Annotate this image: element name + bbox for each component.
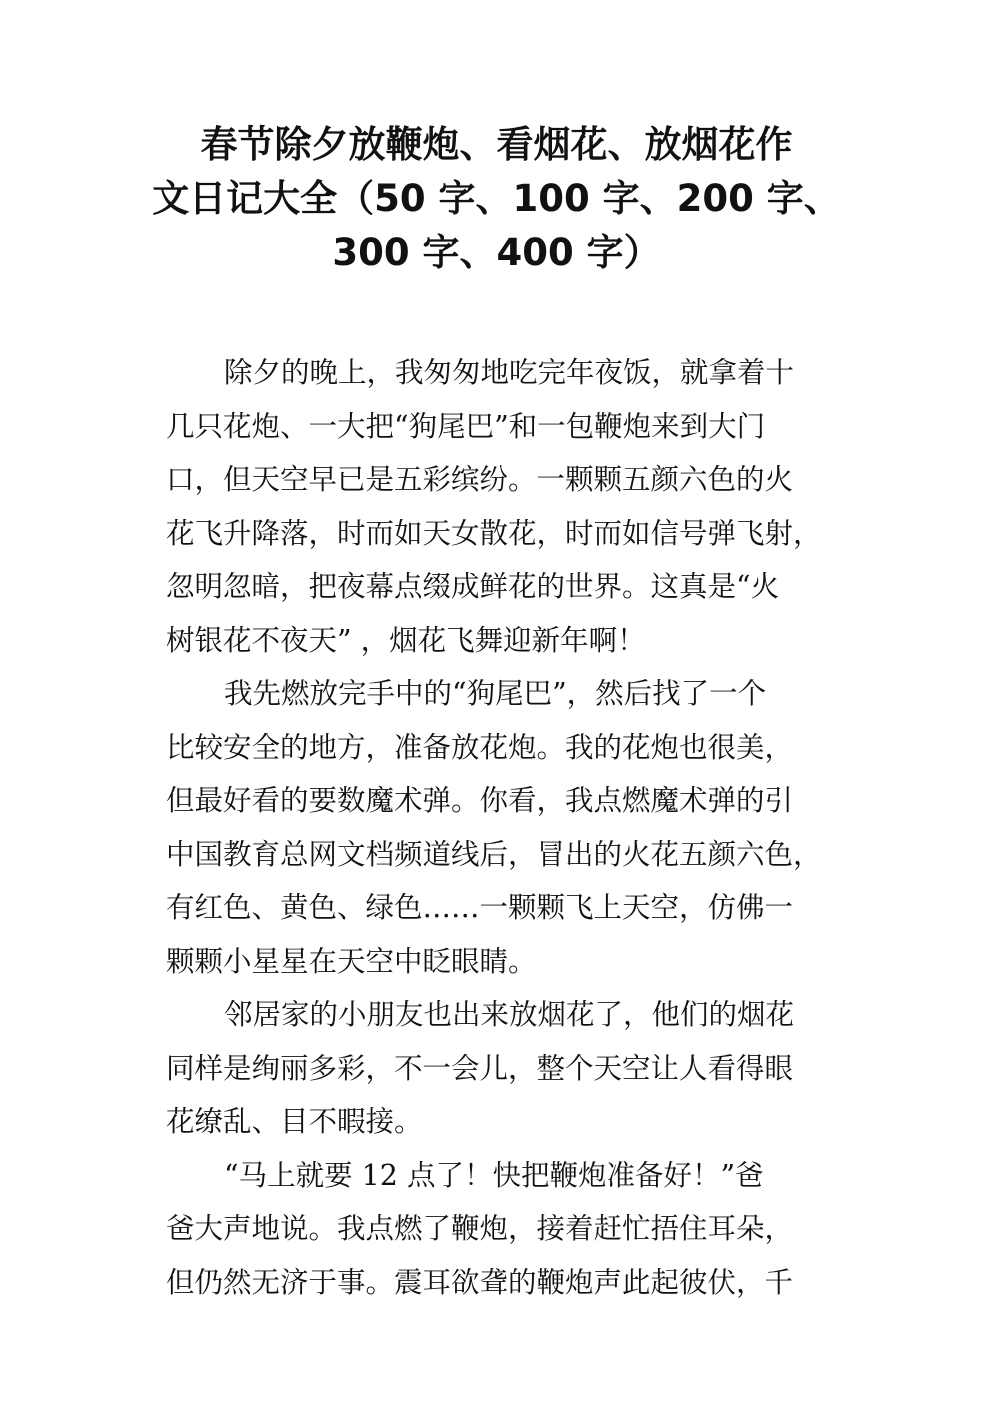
text-line: 花缭乱、目不暇接。 <box>166 1105 423 1138</box>
paragraph <box>166 988 846 1149</box>
text-line: 但仍然无济于事。震耳欲聋的鞭炮声此起彼伏，千 <box>166 1265 794 1299</box>
paragraph <box>166 346 846 667</box>
text-line: 邻居家的小朋友也出来放烟花了，他们的烟花 <box>224 998 795 1031</box>
text-line: 有红色、黄色、绿色……一颗颗飞上天空，仿佛一 <box>166 891 794 924</box>
title-line: 文日记大全（50 字、100 字、200 字、 <box>152 177 841 220</box>
text-line: 同样是绚丽多彩，不一会儿，整个天空让人看得眼 <box>166 1051 794 1085</box>
paragraph <box>166 1149 846 1310</box>
paragraph <box>166 667 846 988</box>
text-line: 但最好看的要数魔术弹。你看，我点燃魔术弹的引 <box>166 784 794 817</box>
text-line: 口，但天空早已是五彩缤纷。一颗颗五颜六色的火 <box>166 463 794 496</box>
text-line: 几只花炮、一大把“狗尾巴”和一包鞭炮来到大门 <box>166 409 766 443</box>
document-body <box>166 346 846 1309</box>
text-line: 花飞升降落，时而如天女散花，时而如信号弹飞射， <box>166 516 822 550</box>
text-line: 爸大声地说。我点燃了鞭炮，接着赶忙捂住耳朵， <box>166 1212 794 1245</box>
title-line: 春节除夕放鞭炮、看烟花、放烟花作 <box>200 123 793 166</box>
text-line: 颗颗小星星在天空中眨眼睛。 <box>166 944 537 978</box>
text-line: 除夕的晚上，我匆匆地吃完年夜饭，就拿着十 <box>224 356 795 389</box>
text-line: 忽明忽暗，把夜幕点缀成鲜花的世界。这真是“火 <box>166 570 780 603</box>
text-line: 中国教育总网文档频道线后，冒出的火花五颜六色， <box>166 837 822 871</box>
text-line: 我先燃放完手中的“狗尾巴”，然后找了一个 <box>224 677 767 710</box>
text-line: 比较安全的地方，准备放花炮。我的花炮也很美， <box>166 730 794 764</box>
document-title <box>150 118 843 280</box>
text-line: 树银花不夜天” ，烟花飞舞迎新年啊！ <box>166 623 646 657</box>
text-line: “马上就要 12 点了！快把鞭炮准备好！”爸 <box>224 1158 764 1192</box>
title-line: 300 字、400 字） <box>332 231 661 274</box>
